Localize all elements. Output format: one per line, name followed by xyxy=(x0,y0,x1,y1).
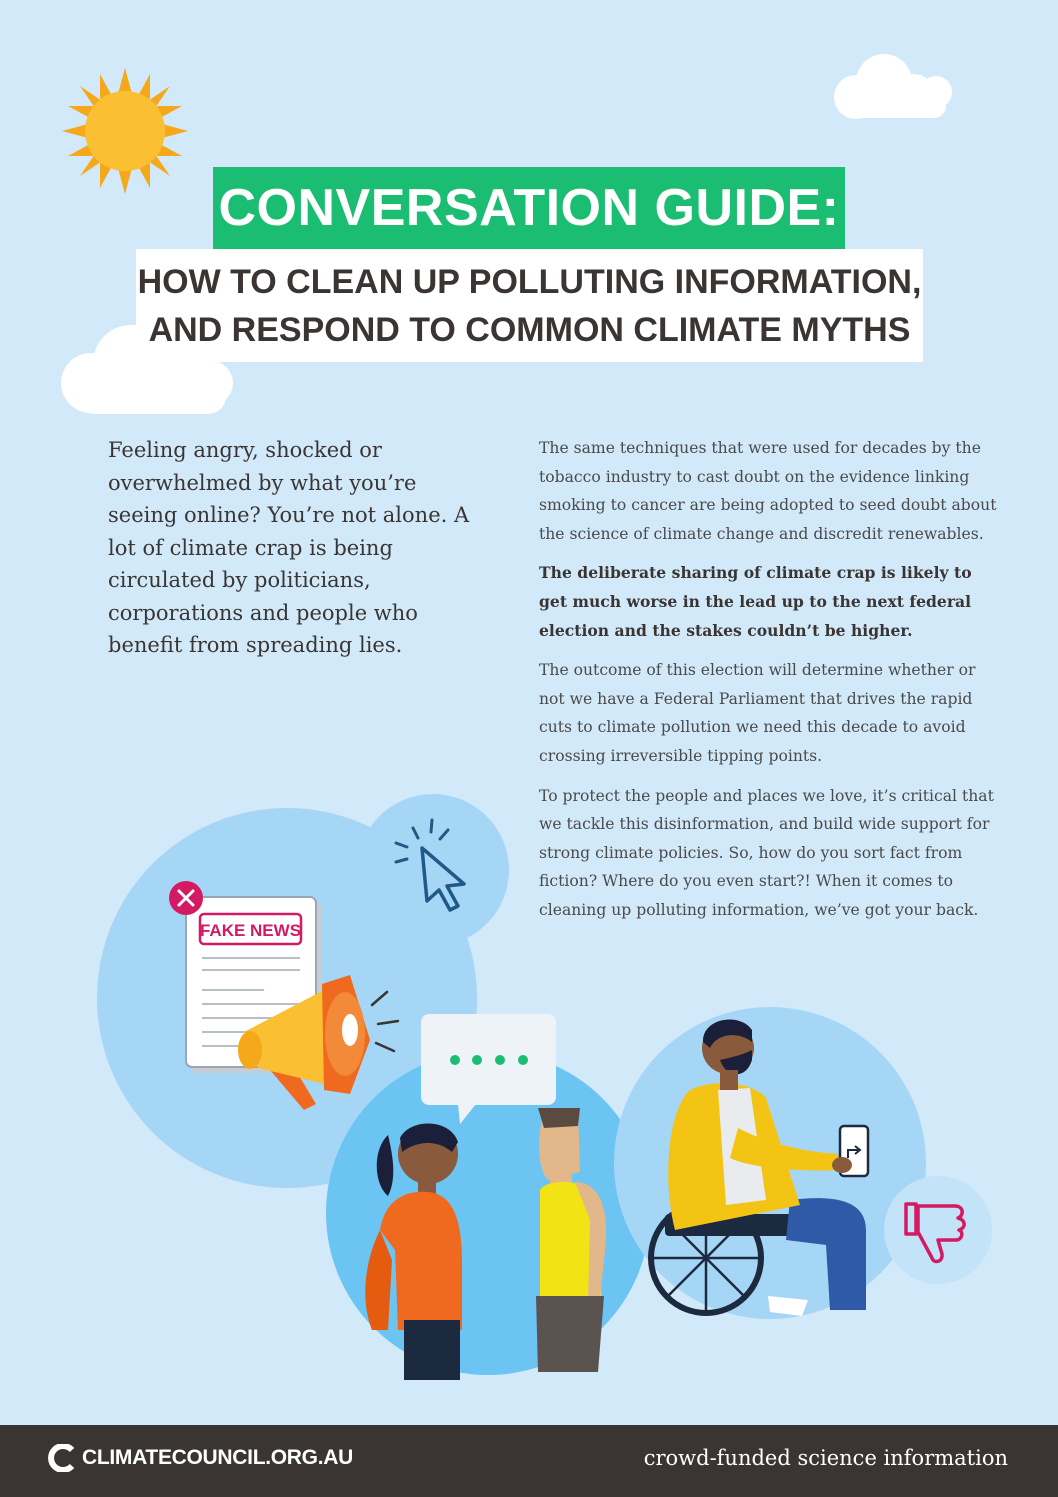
illustration xyxy=(0,780,1058,1380)
title-banner xyxy=(213,167,845,249)
fake-news-label: FAKE NEWS xyxy=(199,921,302,940)
intro-paragraph: To protect the people and places we love, it’s critical that we tackle this disinformation, and build wide support for strong climate policies. So, how do you sort fact from fiction? Where do you even start?! When it comes to cleaning up polluting information, we’ve got your back. xyxy=(539,786,994,919)
background-circle xyxy=(884,1176,992,1284)
sun-icon xyxy=(60,66,190,196)
climate-council-logo-icon xyxy=(48,1444,76,1472)
page-title: CONVERSATION GUIDE: xyxy=(218,179,840,237)
close-icon xyxy=(169,881,203,915)
footer-site-link[interactable]: CLIMATECOUNCIL.ORG.AU xyxy=(82,1446,353,1469)
intro-paragraph: The outcome of this election will determine whether or not we have a Federal Parliament that drives the rapid cuts to climate pollution we need this decade to avoid crossing irreversible tipping points. xyxy=(539,661,976,765)
person-woman xyxy=(365,1123,462,1380)
footer-tagline: crowd-funded science information xyxy=(643,1446,1008,1470)
subtitle-line-1: HOW TO CLEAN UP POLLUTING INFORMATION, xyxy=(137,262,922,301)
intro-paragraph: The same techniques that were used for decades by the tobacco industry to cast doubt on the evidence linking smoking to cancer are being adopted to seed doubt about the science of climate change and discredit renewables. xyxy=(539,439,997,543)
cloud-icon xyxy=(826,52,956,122)
subtitle-banner xyxy=(136,249,923,362)
subtitle-line-2: AND RESPOND TO COMMON CLIMATE MYTHS xyxy=(148,310,911,349)
intro-paragraph-bold: The deliberate sharing of climate crap is likely to get much worse in the lead up to the next federal election and the stakes couldn’t be higher. xyxy=(539,563,972,640)
intro-lead: Feeling angry, shocked or overwhelmed by what you’re seeing online? You’re not alone. A lot of climate crap is being circulated by politicians, corporations and people who benefit from spreading lies. xyxy=(108,438,470,657)
footer-logo[interactable] xyxy=(48,1444,353,1472)
